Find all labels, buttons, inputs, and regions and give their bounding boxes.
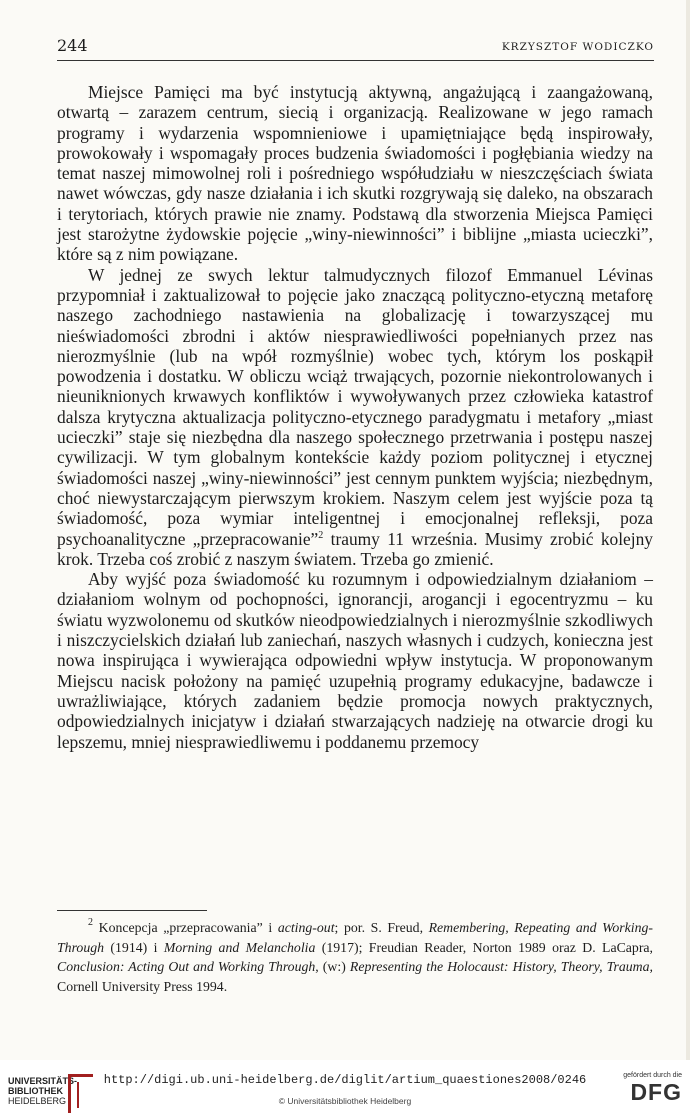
funder-name: DFG (630, 1079, 682, 1105)
footnote-text-e: , (w:) (315, 959, 350, 974)
footnote-term-acting-out: acting-out (277, 920, 335, 935)
library-name-line-2: BIBLIOTHEK (8, 1086, 63, 1096)
library-name-line-1: UNIVERSITÄTS- (8, 1076, 78, 1086)
footnote-text-d: (1917); Freudian Reader, Norton 1989 oraz D. LaCapra, (315, 939, 653, 955)
footnote-reference[interactable]: 2 (318, 529, 324, 541)
paragraph-1: Miejsce Pamięci ma być instytucją aktywną, angażującą i zaangażowaną, otwartą – zarazem centrum, siecią i organizacją. Realizowane w jego ramach programy i wydarzenia wspomnieniowe i upamiętniające będą inspirowały, prowokowały i wspomagały proces budzenia świadomości i pogłębiania wiedzy na temat naszej mimowolnej roli i pośredniego współudziału w nieszczęściach świata nawet wówczas, gdy nasze działania i ich skutki rozgrywają się daleko, na obszarach i terytoriach, których prawie nie znamy. Podstawą dla stworzenia Miejsca Pamięci jest starożytne żydowskie pojęcie „winy-niewinności” i biblijne „miasta ucieczki”, które są z nim powiązane. (57, 82, 653, 265)
page-header (57, 34, 654, 61)
footnote-divider (57, 910, 207, 911)
copyright-notice: © Universitätsbibliothek Heidelberg (278, 1096, 412, 1106)
paragraph-2-text-a: W jednej ze swych lektur talmudycznych filozof Emmanuel Lévinas przypomniał i zaktualizował to pojęcie jako znaczącą polityczno-etyczną metaforę naszego zachodniego nastawienia na globalizację i towarzyszącej mu nieświadomości zbrodni i aktów niesprawiedliwości popełnianych przez nas nierozmyślnie (lub na wpół rozmyślnie) wobec tych, którym los poskąpił powodzenia i dostatku. W obliczu wciąż trwających, pozornie niekontrolowanych i nieuniknionych krwawych konfliktów i wywoływanych przez człowieka katastrof dalsza krytyczna aktualizacja polityczno-etycznego paradygmatu i metafory „miast ucieczki” staje się niezbędna dla naszego społecznego przetrwania i postępu naszej cywilizacji. W tym globalnym kontekście każdy poziom politycznej i etycznej świadomości naszej „winy-niewinności” jest cennym punktem wyjścia; niezbędnym, choć niewystarczającym pierwszym krokiem. Naszym celem jest wyjście poza tą świadomość, poza wymiar inteligentnej i emocjonalnej refleksji, poza psychoanalityczne „przepracowanie” (57, 264, 653, 549)
body-text (57, 82, 653, 752)
library-name-line-3: HEIDELBERG (8, 1096, 67, 1106)
paragraph-2-text-b: traumy 11 września. Musimy zrobić kolejny krok. Trzeba coś zrobić z naszym światem. Trzeba go zmienić. (57, 528, 653, 569)
funding-note: gefördert durch die (623, 1072, 682, 1079)
footnote-title-2: Morning and Melancholia (163, 939, 316, 955)
footnote-text-c: (1914) i (104, 939, 164, 955)
scan-edge (686, 0, 690, 1060)
paragraph-2 (57, 265, 653, 569)
dfg-funding-logo[interactable] (612, 1072, 682, 1104)
digitization-footer (0, 1060, 690, 1118)
footnote-text-b: ; por. S. Freud, (334, 920, 429, 935)
permalink-url[interactable]: http://digi.ub.uni-heidelberg.de/diglit/artium_quaestiones2008/0246 (103, 1073, 587, 1087)
footnote-title-4: Representing the Holocaust: History, Theory, Trauma, (349, 959, 653, 974)
paragraph-3: Aby wyjść poza świadomość ku rozumnym i odpowiedzialnym działaniom – działaniom wolnym od pochopności, ignorancji, arogancji i egocentryzmu – ku światu wyzwolonemu od skutków nieodpowiedzialnych i nierozmyślnie szkodliwych i niszczycielskich działań lub zaniechań, naszych własnych i cudzych, konieczna jest nowa inspirująca i wywierająca odpowiedni wpływ instytucja. W proponowanym Miejscu nacisk położony na pamięć uzupełnią programy edukacyjne, badawcze i uwrażliwiające, których zadaniem będzie promocja nowych praktycznych, odpowiedzialnych inicjatyw i działań stwarzających nadzieję na otwarcie drogi ku lepszemu, mniej niesprawiedliwemu i poddanemu przemocy (57, 569, 653, 752)
page-number: 244 (57, 36, 88, 55)
footnote-text-a: Koncepcja „przepracowania” i (93, 920, 278, 935)
running-head: KRZYSZTOF WODICZKO (501, 41, 654, 53)
footnote-text-f: Cornell University Press 1994. (57, 978, 228, 994)
footnote-title-1: Remembering, Repeating and Working-Through (57, 920, 653, 955)
footnote-title-3: Conclusion: Acting Out and Working Through (57, 959, 316, 974)
footnote-number: 2 (88, 917, 93, 928)
footnote (57, 918, 653, 996)
